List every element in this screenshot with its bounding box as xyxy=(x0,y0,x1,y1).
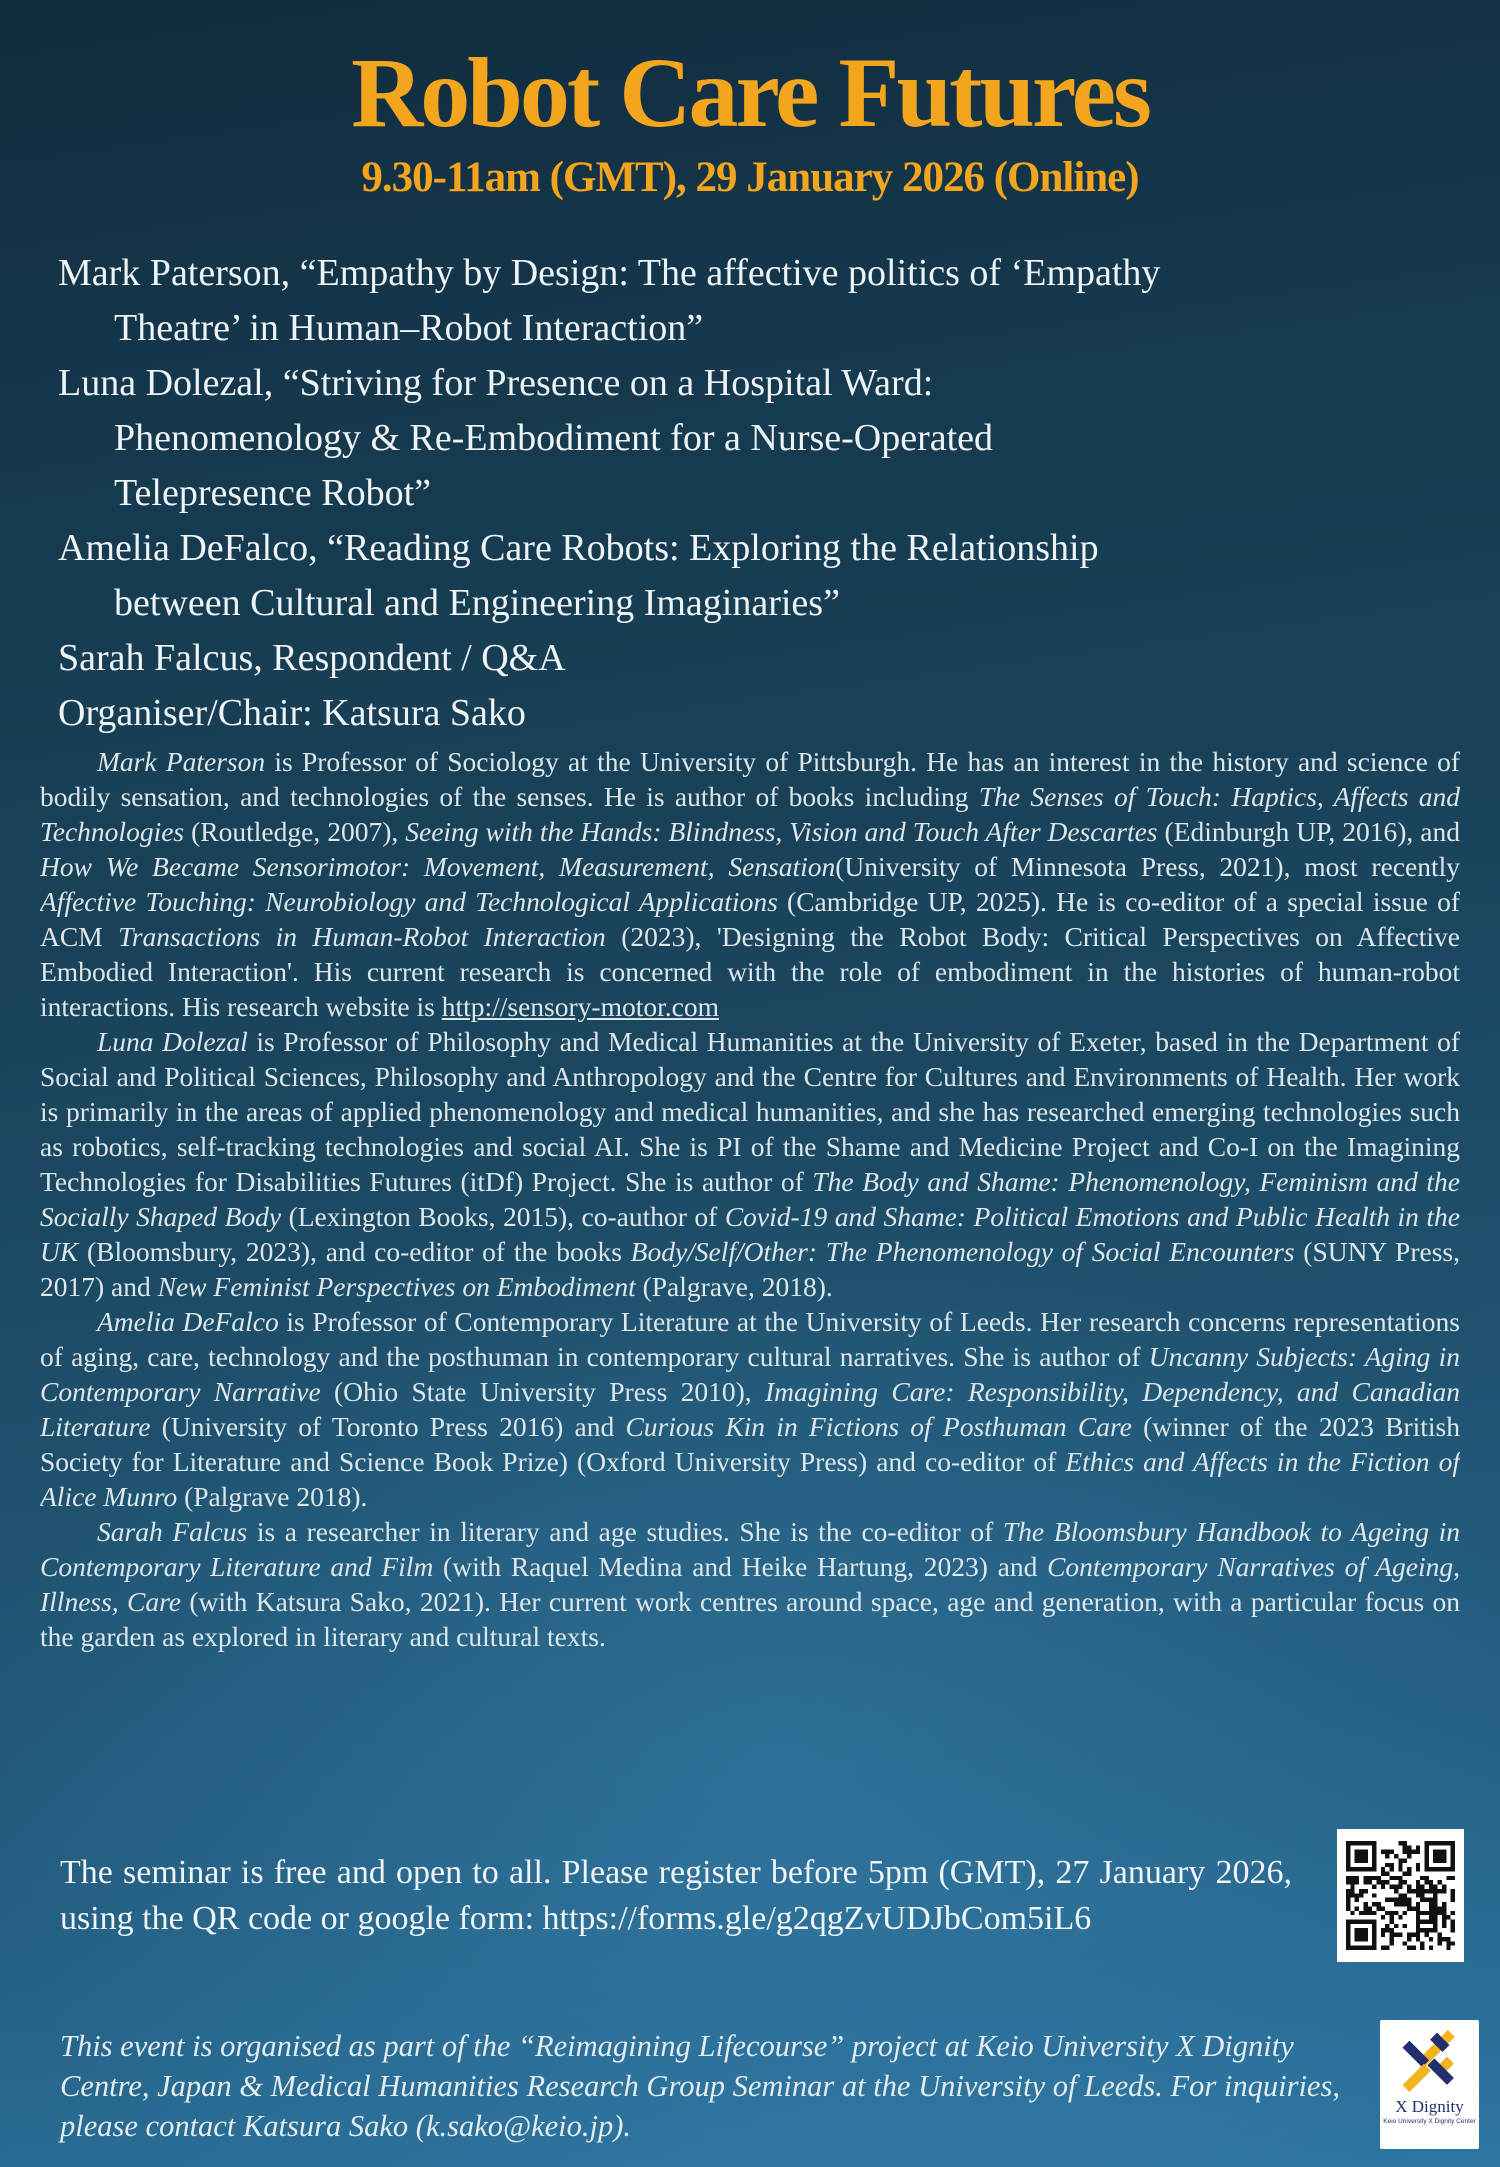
italic-title-text: Imagining Care: Responsibility, Dependency, and Canadian Literature xyxy=(40,1376,1460,1442)
bio-paragraph-sarah-falcus xyxy=(40,1514,1460,1654)
text-run: is Professor of Contemporary Literature at the University of Leeds. Her research concerns representations of aging, care, technology and the posthuman in contemporary cultural narratives. She is author of xyxy=(40,1306,1460,1372)
italic-title-text: Sarah Falcus xyxy=(97,1516,248,1547)
italic-title-text: How We Became Sensorimotor: Movement, Measurement, Sensation xyxy=(40,851,836,882)
program-line: Theatre’ in Human–Robot Interaction” xyxy=(114,307,704,349)
program-line: Phenomenology & Re-Embodiment for a Nurse-Operated xyxy=(114,417,994,459)
text-run: (Ohio State University Press 2010), xyxy=(320,1376,765,1407)
italic-title-text: Transactions in Human-Robot Interaction xyxy=(118,921,606,952)
text-run: (winner of the 2023 British Society for Literature and Science Book Prize) (Oxford University Press) and co-editor of xyxy=(40,1411,1460,1477)
poster-header xyxy=(0,0,1500,201)
italic-title-text: Body/Self/Other: The Phenomenology of Social Encounters xyxy=(630,1236,1295,1267)
text-run: (Routledge, 2007), xyxy=(184,816,406,847)
italic-title-text: The Body and Shame: Phenomenology, Feminism and the Socially Shaped Body xyxy=(40,1166,1460,1232)
text-run: (Lexington Books, 2015), co-author of xyxy=(281,1201,725,1232)
text-run: (Palgrave, 2018). xyxy=(635,1271,833,1302)
italic-title-text: The Bloomsbury Handbook to Ageing in Contemporary Literature and Film xyxy=(40,1516,1460,1582)
text-run: (SUNY Press, 2017) and xyxy=(40,1236,1460,1302)
italic-title-text: Contemporary Narratives of Ageing, Illness, Care xyxy=(40,1551,1460,1617)
program-line: Organiser/Chair: Katsura Sako xyxy=(58,692,526,734)
italic-title-text: Seeing with the Hands: Blindness, Vision and Touch After Descartes xyxy=(405,816,1158,847)
x-dignity-logo xyxy=(1380,2020,1479,2149)
text-run: (Cambridge UP, 2025). He is co-editor of a special issue of ACM xyxy=(40,886,1460,952)
program-item xyxy=(58,631,1450,686)
x-dignity-mark-icon xyxy=(1397,2029,1463,2093)
program-item xyxy=(58,356,1450,521)
text-run: (Palgrave 2018). xyxy=(177,1481,368,1512)
program-line: Mark Paterson, “Empathy by Design: The affective politics of ‘Empathy xyxy=(58,252,1161,294)
program-line: Telepresence Robot” xyxy=(114,472,432,514)
program-line: Amelia DeFalco, “Reading Care Robots: Exploring the Relationship xyxy=(58,527,1099,569)
program-line: between Cultural and Engineering Imaginaries” xyxy=(114,582,840,624)
bio-paragraph-amelia-defalco xyxy=(40,1304,1460,1514)
italic-title-text: Amelia DeFalco xyxy=(97,1306,279,1337)
program-item xyxy=(58,521,1450,631)
qr-code xyxy=(1337,1829,1464,1962)
italic-title-text: Luna Dolezal xyxy=(97,1026,248,1057)
program-line: Luna Dolezal, “Striving for Presence on a Hospital Ward: xyxy=(58,362,934,404)
text-run: (with Raquel Medina and Heike Hartung, 2023) and xyxy=(433,1551,1048,1582)
italic-title-text: Ethics and Affects in the Fiction of Alice Munro xyxy=(40,1446,1460,1512)
text-run: (University of Toronto Press 2016) and xyxy=(150,1411,626,1442)
bio-paragraph-mark-paterson xyxy=(40,744,1460,1024)
italic-title-text: Covid-19 and Shame: Political Emotions and Public Health in the UK xyxy=(40,1201,1460,1267)
italic-title-text: Affective Touching: Neurobiology and Technological Applications xyxy=(40,886,778,917)
program-list xyxy=(58,246,1450,741)
text-run: (Bloomsbury, 2023), and co-editor of the books xyxy=(78,1236,631,1267)
text-run: (with Katsura Sako, 2021). Her current work centres around space, age and generation, with a particular focus on the garden as explored in literary and cultural texts. xyxy=(40,1586,1460,1652)
footer-note: This event is organised as part of the “Reimagining Lifecourse” project at Keio University X Dignity Centre, Japan & Medical Humanities Research Group Seminar at the University of Leeds. For inquiries, please contact Katsura Sako (k.sako@keio.jp). xyxy=(60,2029,1340,2143)
text-run: (2023), 'Designing the Robot Body: Critical Perspectives on Affective Embodied Interaction'. His current research is concerned with the role of embodiment in the histories of human-robot interactions. His research website is xyxy=(40,921,1460,1022)
speaker-bios xyxy=(40,744,1460,1654)
hyperlink[interactable]: http://sensory-motor.com xyxy=(441,991,719,1022)
italic-title-text: Uncanny Subjects: Aging in Contemporary Narrative xyxy=(40,1341,1460,1407)
text-run: is Professor of Sociology at the University of Pittsburgh. He has an interest in the history and science of bodily sensation, and technologies of the senses. He is author of books including xyxy=(40,746,1460,812)
logo-caption: Keio University X Dignity Center xyxy=(1383,2118,1476,2125)
poster-title: Robot Care Futures xyxy=(351,37,1149,148)
italic-title-text: New Feminist Perspectives on Embodiment xyxy=(157,1271,636,1302)
registration-text: The seminar is free and open to all. Please register before 5pm (GMT), 27 January 2026, using the QR code or google form: https://forms.gle/g2qgZvUDJbCom5iL6 xyxy=(60,1854,1292,1937)
bio-paragraph-luna-dolezal xyxy=(40,1024,1460,1304)
poster-datetime: 9.30-11am (GMT), 29 January 2026 (Online) xyxy=(361,154,1139,201)
logo-title: X Dignity xyxy=(1395,2097,1464,2116)
program-item xyxy=(58,686,1450,741)
text-run: is a researcher in literary and age studies. She is the co-editor of xyxy=(247,1516,1003,1547)
italic-title-text: Curious Kin in Fictions of Posthuman Care xyxy=(625,1411,1132,1442)
qr-code-image xyxy=(1346,1838,1455,1953)
text-run: is Professor of Philosophy and Medical Humanities at the University of Exeter, based in the Department of Social and Political Sciences, Philosophy and Anthropology and the Centre for Cultures and Environments of Health. Her work is primarily in the areas of applied phenomenology and medical humanities, and she has researched emerging technologies such as robotics, self-tracking technologies and social AI. She is PI of the Shame and Medicine Project and Co-I on the Imagining Technologies for Disabilities Futures (itDf) Project. She is author of xyxy=(40,1026,1460,1197)
program-line: Sarah Falcus, Respondent / Q&A xyxy=(58,637,566,679)
program-item xyxy=(58,246,1450,356)
italic-title-text: Mark Paterson xyxy=(97,746,266,777)
text-run: (University of Minnesota Press, 2021), most recently xyxy=(835,851,1460,882)
text-run: (Edinburgh UP, 2016), and xyxy=(1157,816,1460,847)
italic-title-text: The Senses of Touch: Haptics, Affects and Technologies xyxy=(40,781,1460,847)
